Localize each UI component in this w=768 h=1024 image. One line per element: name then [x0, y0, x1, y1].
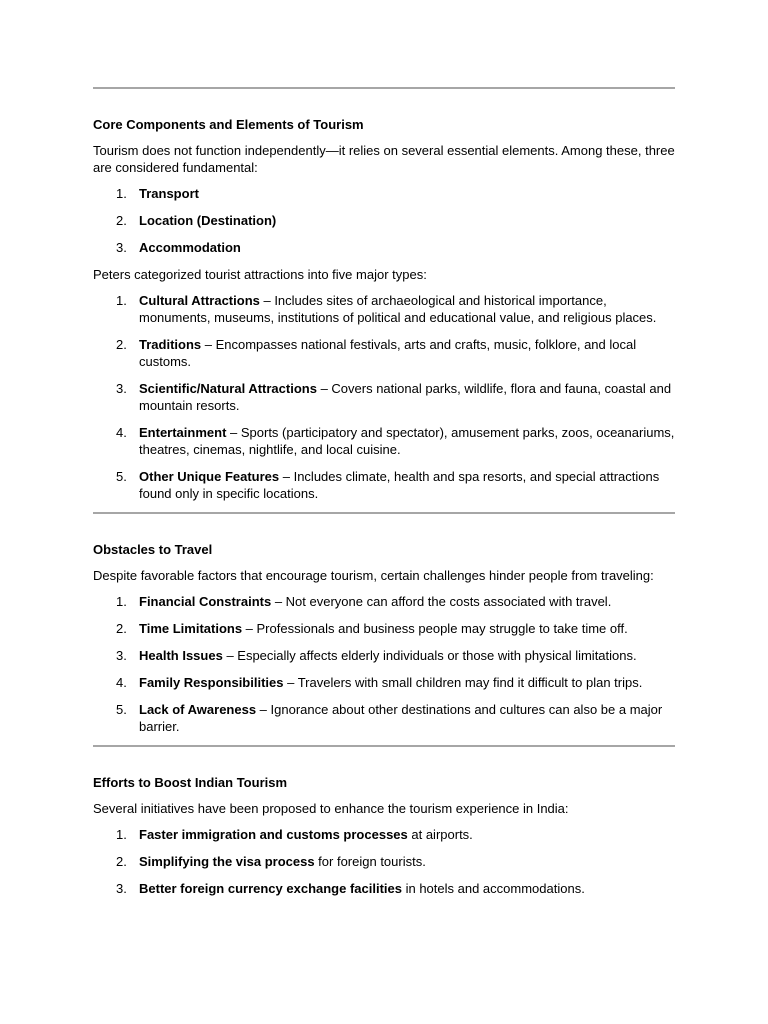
list-term: Faster immigration and customs processes [139, 827, 408, 842]
section-core-components [93, 116, 675, 502]
section-heading: Obstacles to Travel [93, 542, 213, 557]
list-item [93, 380, 675, 414]
list-item [93, 647, 675, 664]
list-number: 1. [116, 293, 127, 308]
section-intro: Tourism does not function independently—it relies on several essential elements. Among these, three are considered fundamental: [93, 143, 675, 175]
list-text: at airports. [407, 827, 473, 842]
list-item [93, 701, 675, 735]
list-item [93, 212, 675, 229]
list-term: Entertainment [139, 425, 227, 440]
list-number: 2. [116, 213, 127, 228]
list-number: 1. [116, 594, 127, 609]
list-text: – Encompasses national festivals, arts and crafts, music, folklore, and local customs. [139, 337, 637, 369]
list-text: in hotels and accommodations. [401, 881, 585, 896]
list-number: 3. [116, 648, 127, 663]
list-item [93, 620, 675, 637]
list-text: – Not everyone can afford the costs associated with travel. [271, 594, 612, 609]
section-intro-secondary: Peters categorized tourist attractions into five major types: [93, 267, 427, 282]
obstacles-list [93, 593, 675, 735]
list-number: 2. [116, 337, 127, 352]
list-text: – Especially affects elderly individuals or those with physical limitations. [222, 648, 637, 663]
list-term: Other Unique Features [139, 469, 280, 484]
fundamental-elements-list [93, 185, 675, 256]
section-obstacles [93, 541, 675, 735]
list-item [93, 826, 675, 843]
list-term: Simplifying the visa process [139, 854, 315, 869]
list-text: – Professionals and business people may struggle to take time off. [242, 621, 628, 636]
list-text: – Travelers with small children may find it difficult to plan trips. [283, 675, 643, 690]
list-item [93, 292, 675, 326]
section-heading: Core Components and Elements of Tourism [93, 117, 364, 132]
list-number: 5. [116, 702, 127, 717]
list-number: 1. [116, 186, 127, 201]
list-text: – Ignorance about other destinations and cultures can also be a major barrier. [139, 702, 663, 734]
list-text: – Includes climate, health and spa resorts, and special attractions found only in specific locations. [139, 469, 660, 501]
list-item [93, 880, 675, 897]
list-number: 4. [116, 425, 127, 440]
document-content [93, 87, 675, 907]
section-heading: Efforts to Boost Indian Tourism [93, 775, 288, 790]
list-text: for foreign tourists. [314, 854, 426, 869]
list-term: Family Responsibilities [139, 675, 284, 690]
list-item [93, 185, 675, 202]
section-intro: Several initiatives have been proposed to enhance the tourism experience in India: [93, 801, 569, 816]
section-boost-tourism [93, 774, 675, 897]
list-text: – Covers national parks, wildlife, flora and fauna, coastal and mountain resorts. [139, 381, 672, 413]
list-term: Scientific/Natural Attractions [139, 381, 317, 396]
list-number: 1. [116, 827, 127, 842]
list-item [93, 593, 675, 610]
list-item [93, 853, 675, 870]
list-term: Location (Destination) [139, 213, 277, 228]
list-term: Accommodation [139, 240, 241, 255]
list-number: 3. [116, 240, 127, 255]
list-term: Better foreign currency exchange facilities [139, 881, 402, 896]
list-item [93, 424, 675, 458]
list-item [93, 336, 675, 370]
section-intro: Despite favorable factors that encourage tourism, certain challenges hinder people from traveling: [93, 568, 654, 583]
list-number: 2. [116, 854, 127, 869]
list-number: 3. [116, 381, 127, 396]
list-item [93, 674, 675, 691]
list-term: Financial Constraints [139, 594, 272, 609]
list-number: 5. [116, 469, 127, 484]
list-number: 3. [116, 881, 127, 896]
list-item [93, 239, 675, 256]
list-term: Cultural Attractions [139, 293, 260, 308]
list-item [93, 468, 675, 502]
list-term: Traditions [139, 337, 202, 352]
divider [93, 512, 675, 514]
divider [93, 745, 675, 747]
list-term: Time Limitations [139, 621, 243, 636]
list-term: Lack of Awareness [139, 702, 257, 717]
list-term: Health Issues [139, 648, 223, 663]
list-number: 2. [116, 621, 127, 636]
list-text: – Includes sites of archaeological and historical importance, monuments, museums, institutions of political and educational value, and religious places. [139, 293, 657, 325]
list-number: 4. [116, 675, 127, 690]
divider [93, 87, 675, 89]
initiatives-list [93, 826, 675, 897]
list-text: – Sports (participatory and spectator), amusement parks, zoos, oceanariums, theatres, cinemas, nightlife, and local cuisine. [139, 425, 675, 457]
list-term: Transport [139, 186, 199, 201]
attraction-types-list [93, 292, 675, 502]
